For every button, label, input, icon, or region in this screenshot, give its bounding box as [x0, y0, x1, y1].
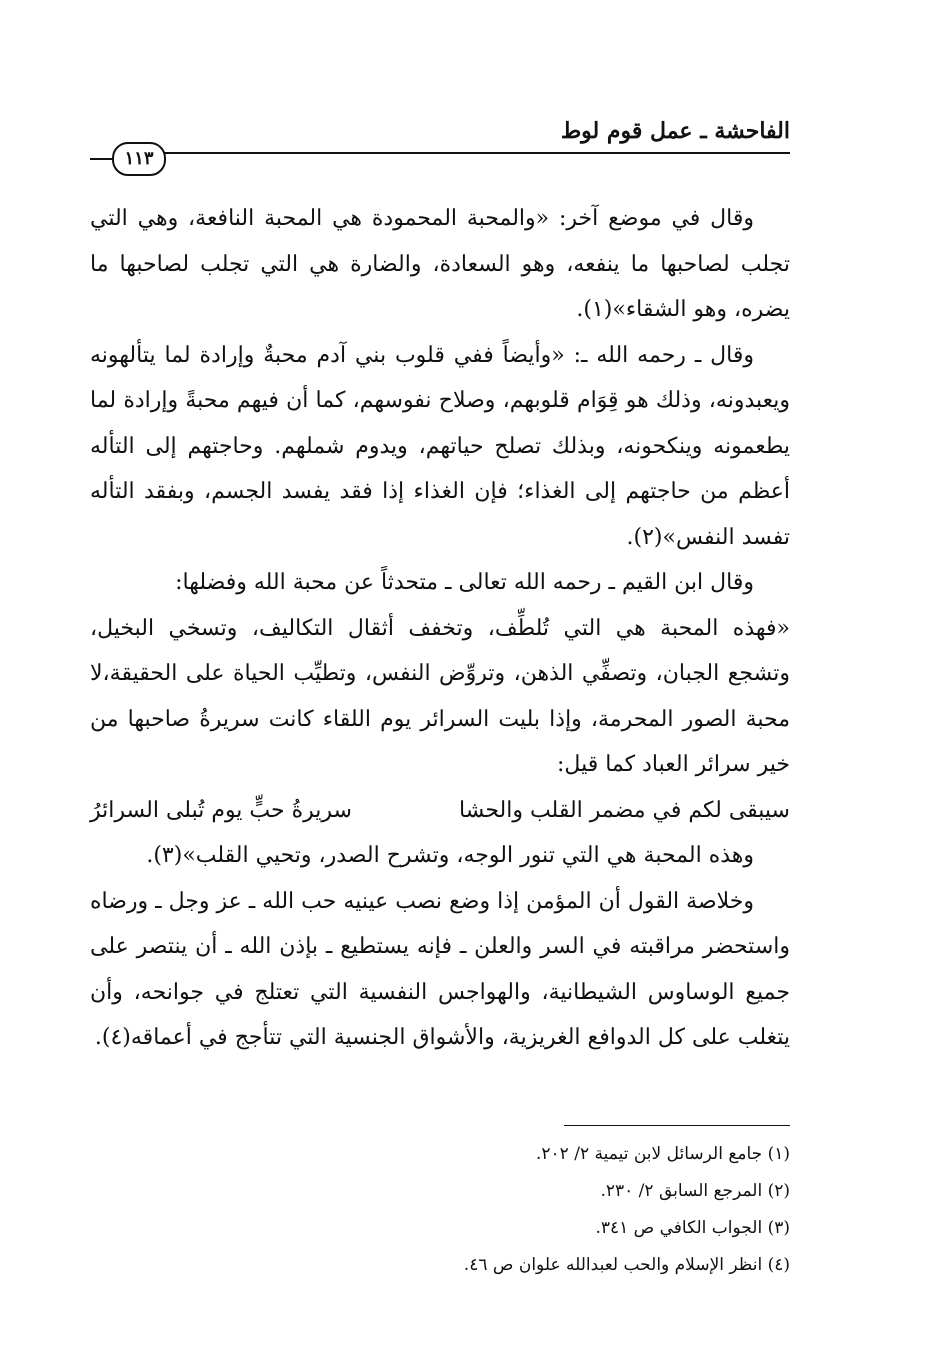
verse-line: [90, 788, 790, 834]
footnotes: [140, 1136, 790, 1284]
paragraph-3: وقال ابن القيم ـ رحمه الله تعالى ـ متحدثاً عن محبة الله وفضلها:: [175, 570, 754, 595]
footnote-3: (٣) الجواب الكافي ص ٣٤١.: [595, 1218, 790, 1238]
running-header: [140, 112, 790, 152]
page-number: ١١٣: [112, 142, 166, 176]
header-rule-left: [90, 158, 112, 160]
paragraph-5: وهذه المحبة هي التي تنور الوجه، وتشرح الصدر، وتحيي القلب»(٣).: [146, 843, 754, 868]
paragraph-2: وقال ـ رحمه الله ـ: «وأيضاً ففي قلوب بني آدم محبةٌ وإرادة لما يتألهونه ويعبدونه، وذلك هو قِوَام قلوبهم، وصلاح نفوسهم، كما أن فيهم محبةً وإرادة لما يطعمونه وينكحونه، وبذلك تصلح حياتهم، ويدوم شملهم. وحاجتهم إلى التأله أعظم من حاجتهم إلى الغذاء؛ فإن الغذاء إذا فقد يفسد الجسم، وبفقد التأله تفسد النفس»(٢).: [90, 342, 790, 550]
paragraph-1: وقال في موضع آخر: «والمحبة المحمودة هي المحبة النافعة، وهي التي تجلب لصاحبها ما ينفعه، وهو السعادة، والضارة هي التي تجلب لصاحبها ما يضره، وهو الشقاء»(١).: [90, 206, 790, 322]
footnote-2: (٢) المرجع السابق ٢/ ٢٣٠.: [600, 1181, 790, 1201]
footnote-rule: [564, 1125, 790, 1126]
verse-second-hemistich: سريرةُ حبٍّ يوم تُبلى السرائرُ: [90, 797, 352, 823]
footnote-1: (١) جامع الرسائل لابن تيمية ٢/ ٢٠٢.: [536, 1144, 790, 1164]
verse-first-hemistich: سيبقى لكم في مضمر القلب والحشا: [458, 797, 790, 823]
paragraph-6: وخلاصة القول أن المؤمن إذا وضع نصب عينيه حب الله ـ عز وجل ـ ورضاه واستحضر مراقبته في السر والعلن ـ فإنه يستطيع ـ بإذن الله ـ أن ينتصر على جميع الوساوس الشيطانية، والهواجس النفسية التي تعتلج في جوانحه، وأن يتغلب على كل الدوافع الغريزية، والأشواق الجنسية التي تتأجج في أعماقه(٤).: [90, 888, 790, 1050]
paragraph-4: «فهذه المحبة هي التي تُلطِّف، وتخفف أثقال التكاليف، وتسخي البخيل، وتشجع الجبان، وتصفِّي الذهن، وتروِّض النفس، وتطيِّب الحياة على الحقيقة،لا محبة الصور المحرمة، وإذا بليت السرائر يوم اللقاء كانت سريرةُ صاحبها من خير سرائر العباد كما قيل:: [90, 615, 790, 777]
footnote-4: (٤) انظر الإسلام والحب لعبدالله علوان ص ٤٦.: [463, 1255, 790, 1275]
main-text: [90, 196, 790, 1061]
header-rule: [160, 152, 790, 154]
running-title: الفاحشة ـ عمل قوم لوط: [560, 118, 790, 144]
